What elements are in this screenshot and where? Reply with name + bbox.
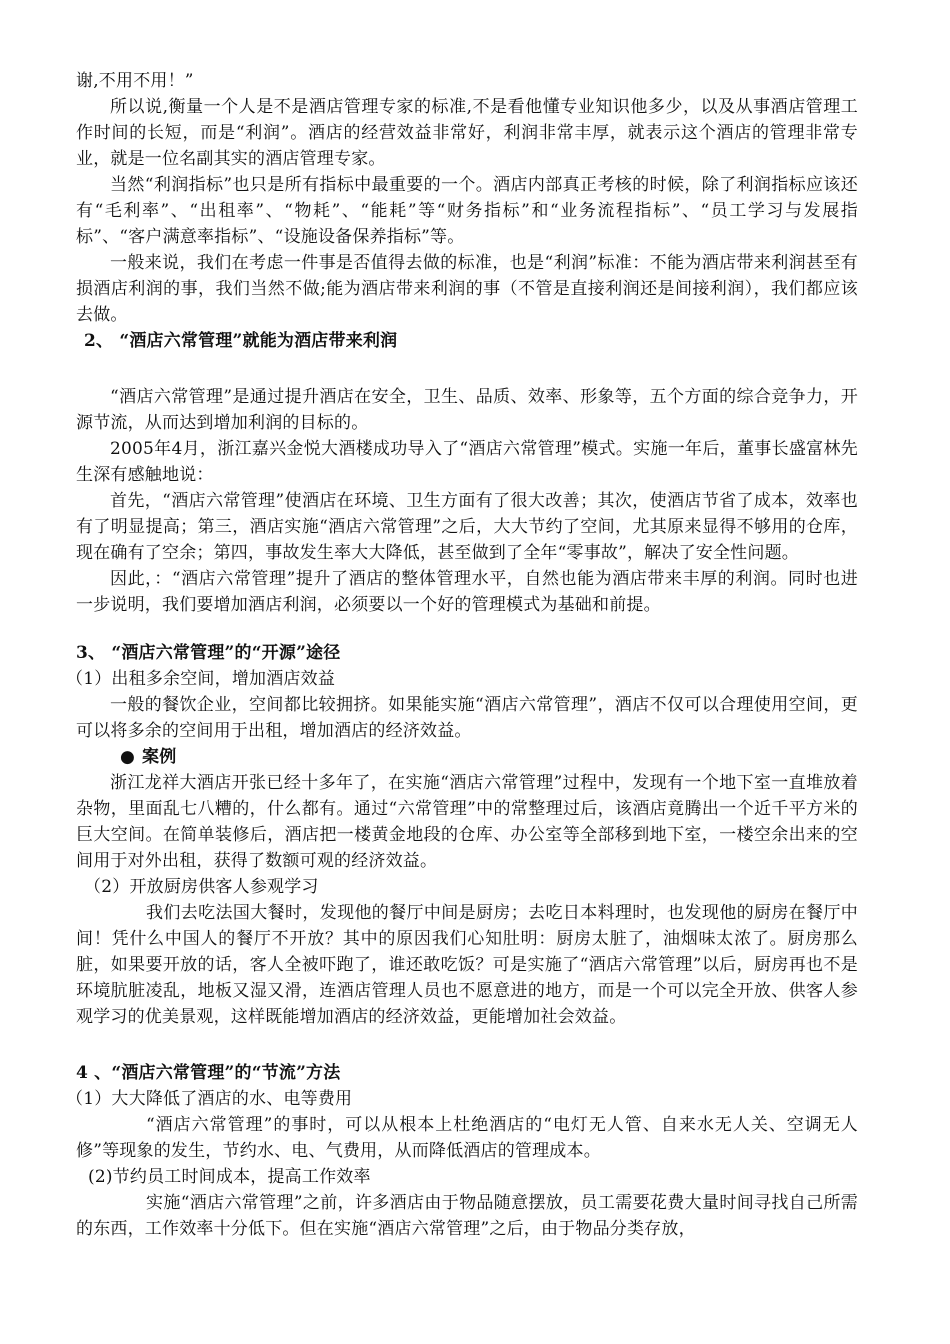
paragraph-benefits: 首先，“酒店六常管理”使酒店在环境、卫生方面有了很大改善；其次，使酒店节省了成本，效率也有了明显提高；第三，酒店实施“酒店六常管理”之后，大大节约了空间，尤其原来显得不够用的仓库，现在确有了空余；第四，事故发生率大大降低，甚至做到了全年“零事故”，解决了安全性问题。 — [76, 491, 858, 563]
paragraph-save-time: 实施“酒店六常管理”之前，许多酒店由于物品随意摆放，员工需要花费大量时间寻找自己所需的东西，工作效率十分低下。但在实施“酒店六常管理”之后，由于物品分类存放， — [76, 1193, 858, 1239]
paragraph-rent-space: 一般的餐饮企业，空间都比较拥挤。如果能实施“酒店六常管理”，酒店不仅可以合理使用空间，更可以将多余的空间用于出租，增加酒店的经济效益。 — [76, 695, 858, 741]
paragraph-worth-doing: 一般来说，我们在考虑一件事是否值得去做的标准，也是“利润”标准：不能为酒店带来利润甚至有损酒店利润的事，我们当然不做;能为酒店带来利润的事（不管是直接利润还是间接利润），我们都应该去做。 — [76, 253, 858, 325]
paragraph-profit-standard: 所以说,衡量一个人是不是酒店管理专家的标准,不是看他懂专业知识他多少，以及从事酒店管理工作时间的长短，而是“利润”。酒店的经营效益非常好，利润非常丰厚，就表示这个酒店的管理非常专业，就是一位名副其实的酒店管理专家。 — [76, 97, 858, 169]
paragraph-open-kitchen: 我们去吃法国大餐时，发现他的餐厅中间是厨房；去吃日本料理时，也发现他的厨房在餐厅中间！凭什么中国人的餐厅不开放？其中的原因我们心知肚明：厨房太脏了，油烟味太浓了。厨房那么脏，如果要开放的话，客人全被吓跑了，谁还敢吃饭？可是实施了“酒店六常管理”以后，厨房再也不是环境肮脏凌乱，地板又湿又滑，连酒店管理人员也不愿意进的地方，而是一个可以完全开放、供客人参观学习的优美景观，这样既能增加酒店的经济效益，更能增加社会效益。 — [76, 903, 858, 1027]
case-bullet — [76, 744, 858, 770]
subsection-4-2-title: (2)节约员工时间成本，提高工作效率 — [88, 1167, 371, 1187]
case-label: 案例 — [142, 747, 177, 767]
black-circle-icon: ● — [120, 747, 136, 767]
paragraph-quote-end: 谢,不用不用！” — [76, 71, 194, 91]
subsection-3-2-title: （2）开放厨房供客人参观学习 — [84, 877, 319, 897]
paragraph-conclusion: 因此，：“酒店六常管理”提升了酒店的整体管理水平，自然也能为酒店带来丰厚的利润。同时也进一步说明，我们要增加酒店利润，必须要以一个好的管理模式为基础和前提。 — [76, 569, 858, 615]
section-4-title: 4 、“酒店六常管理”的“节流”方法 — [76, 1063, 341, 1083]
subsection-4-1-title: （1）大大降低了酒店的水、电等费用 — [66, 1089, 353, 1109]
paragraph-save-utilities: “酒店六常管理”的事时，可以从根本上杜绝酒店的“电灯无人管、自来水无人关、空调无人修”等现象的发生，节约水、电、气费用，从而降低酒店的管理成本。 — [76, 1115, 858, 1161]
section-3-title: 3、 “酒店六常管理”的“开源”途径 — [76, 643, 341, 663]
section-2-title: 2、 “酒店六常管理”就能为酒店带来利润 — [84, 331, 398, 351]
paragraph-six-management-intro: “酒店六常管理”是通过提升酒店在安全，卫生、品质、效率、形象等，五个方面的综合竞争力，开源节流，从而达到增加利润的目标的。 — [76, 387, 858, 433]
subsection-3-1-title: （1）出租多余空间，增加酒店效益 — [66, 669, 336, 689]
paragraph-longxiang-case: 浙江龙祥大酒店开张已经十多年了，在实施“酒店六常管理”过程中，发现有一个地下室一直堆放着杂物，里面乱七八糟的，什么都有。通过“六常管理”中的常整理过后，该酒店竟腾出一个近千平方米的巨大空间。在简单装修后，酒店把一楼黄金地段的仓库、办公室等全部移到地下室，一楼空余出来的空间用于对外出租，获得了数额可观的经济效益。 — [76, 773, 858, 871]
paragraph-jiaxing-case: 2005年4月，浙江嘉兴金悦大酒楼成功导入了“酒店六常管理”模式。实施一年后，董事长盛富林先生深有感触地说： — [76, 439, 858, 485]
paragraph-profit-indicators: 当然“利润指标”也只是所有指标中最重要的一个。酒店内部真正考核的时候，除了利润指标应该还有“毛利率”、“出租率”、“物耗”、“能耗”等“财务指标”和“业务流程指标”、“员工学习与发展指标”、“客户满意率指标”、“设施设备保养指标”等。 — [76, 175, 858, 247]
